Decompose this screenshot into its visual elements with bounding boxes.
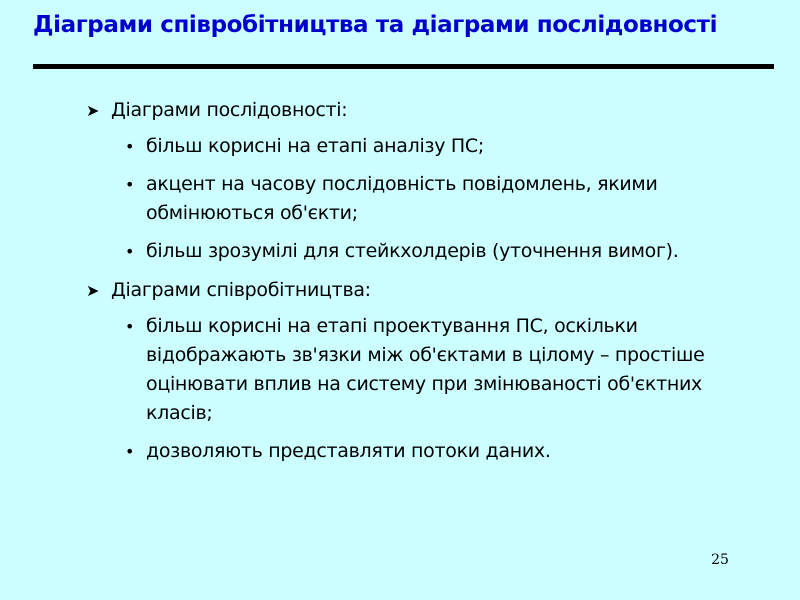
bullet-text: більш корисні на етапі аналізу ПС; — [146, 135, 484, 157]
page-number: 25 — [711, 552, 729, 568]
bullet-dot-icon: • — [125, 137, 135, 156]
bullet-dot-icon: • — [125, 442, 135, 461]
list-item — [111, 437, 746, 466]
bullet-text: більш зрозумілі для стейкхолдерів (уточнення вимог). — [146, 240, 679, 262]
list-item — [111, 170, 746, 228]
bullet-dot-icon: • — [125, 242, 135, 261]
arrow-right-icon: ➤ — [86, 101, 100, 120]
bullet-dot-icon: • — [125, 317, 135, 336]
list-item — [111, 237, 746, 266]
bullet-text: більш корисні на етапі проектування ПС, оскільки відображають зв'язки між об'єктами в цілому – простіше оцінювати вплив на систему при змінюваності об'єктних класів; — [146, 315, 705, 424]
section-collaboration-diagrams — [86, 276, 746, 466]
bullet-list — [111, 132, 746, 266]
list-item — [111, 312, 746, 428]
bullet-list — [111, 312, 746, 466]
section-heading: Діаграми співробітництва: — [111, 279, 371, 301]
bullet-text: акцент на часову послідовність повідомлень, якими обмінюються об'єкти; — [146, 173, 658, 224]
list-item — [111, 132, 746, 161]
slide-content — [86, 96, 746, 476]
section-sequence-diagrams — [86, 96, 746, 266]
arrow-right-icon: ➤ — [86, 281, 100, 300]
bullet-dot-icon: • — [125, 175, 135, 194]
bullet-text: дозволяють представляти потоки даних. — [146, 440, 551, 462]
title-divider — [33, 64, 774, 69]
section-heading: Діаграми послідовності: — [111, 99, 348, 121]
slide-title: Діаграми співробітництва та діаграми послідовності — [33, 12, 718, 38]
